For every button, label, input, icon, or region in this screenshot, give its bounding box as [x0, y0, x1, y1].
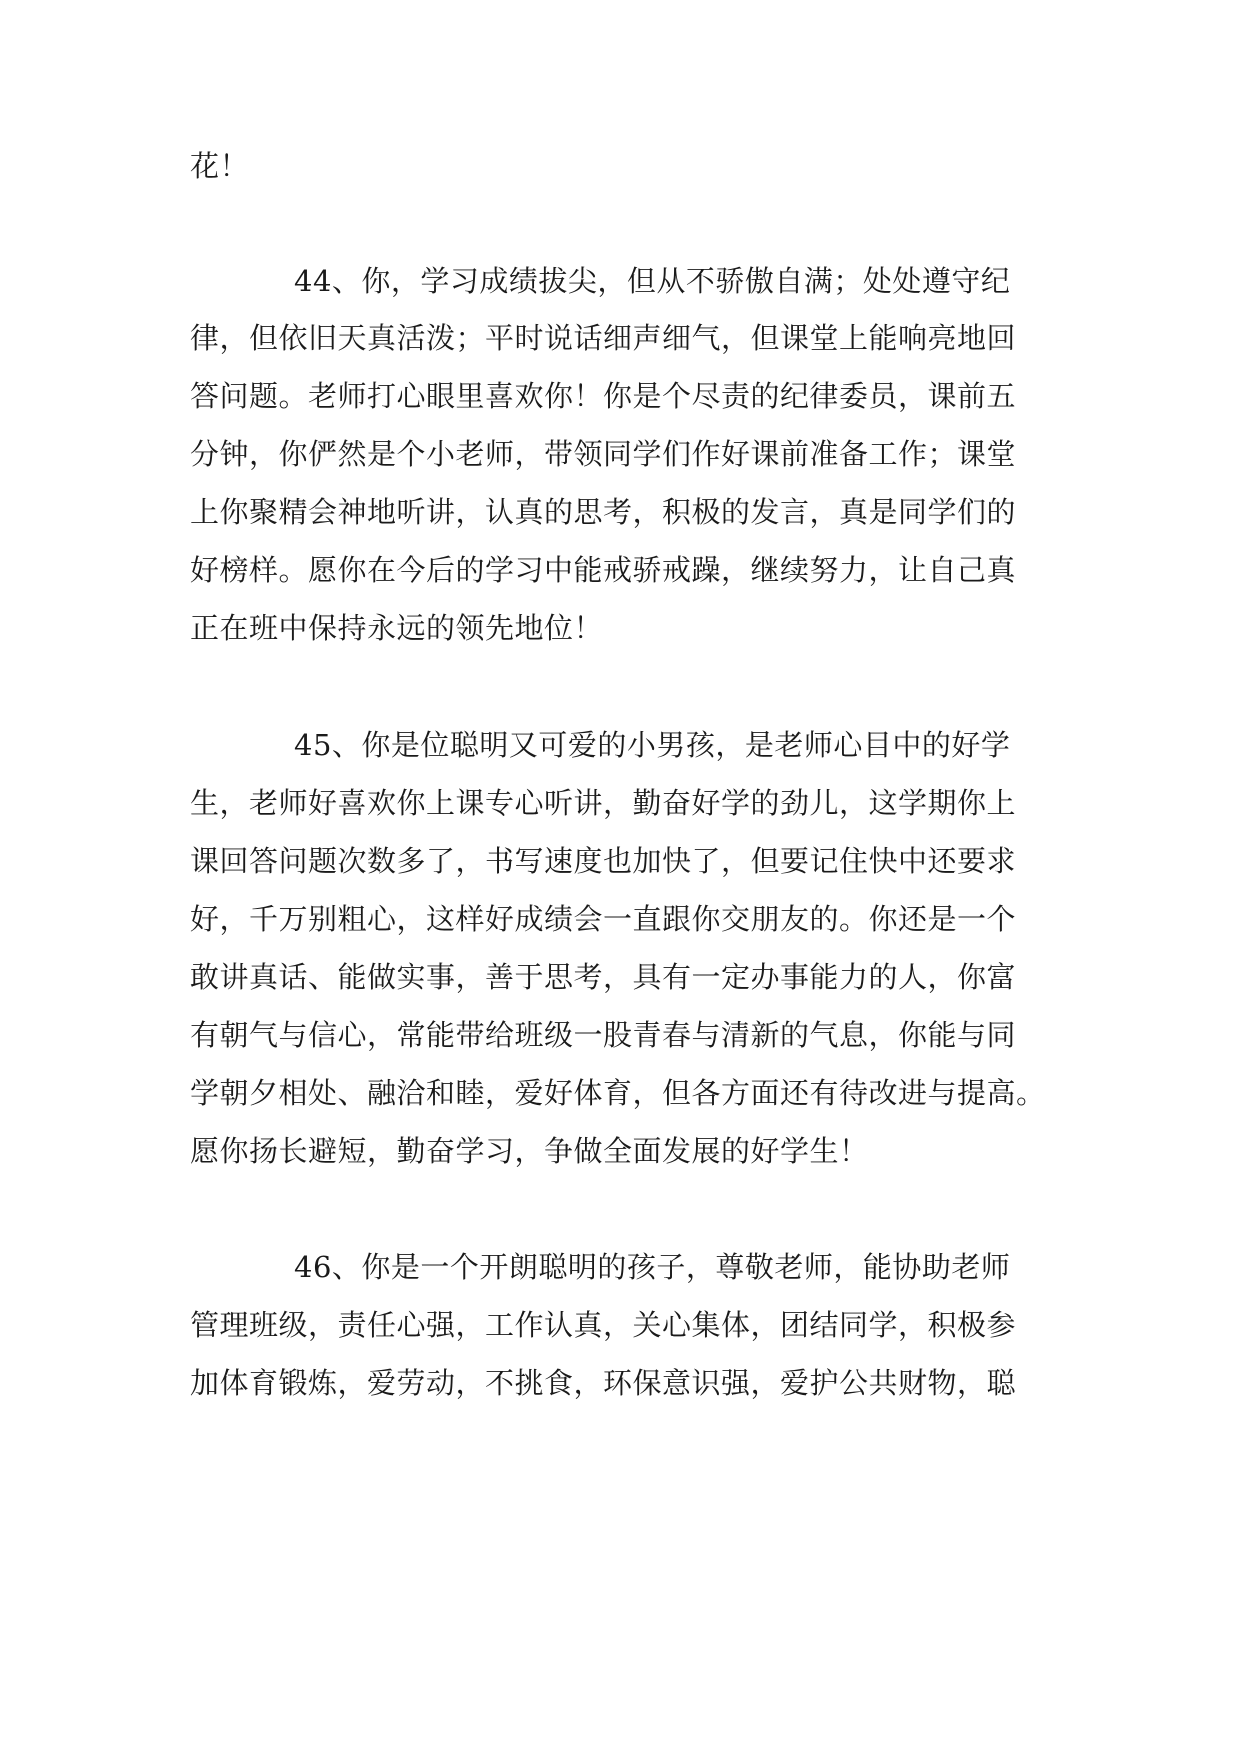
- paragraph-line: 加体育锻炼，爱劳动，不挑食，环保意识强，爱护公共财物，聪: [190, 1366, 1017, 1400]
- paragraph-line: 正在班中保持永远的领先地位！: [190, 611, 604, 645]
- paragraph-line: 好榜样。愿你在今后的学习中能戒骄戒躁，继续努力，让自己真: [190, 553, 1017, 587]
- paragraph-line: 课回答问题次数多了，书写速度也加快了，但要记住快中还要求: [190, 844, 1017, 878]
- paragraph-line: 管理班级，责任心强，工作认真，关心集体，团结同学，积极参: [190, 1308, 1017, 1342]
- paragraph-line: 46、你是一个开朗聪明的孩子，尊敬老师，能协助老师: [294, 1250, 1011, 1284]
- paragraph-line: 生，老师好喜欢你上课专心听讲，勤奋好学的劲儿，这学期你上: [190, 786, 1017, 820]
- paragraph-line: 答问题。老师打心眼里喜欢你！你是个尽责的纪律委员，课前五: [190, 379, 1017, 413]
- paragraph-line: 45、你是位聪明又可爱的小男孩，是老师心目中的好学: [294, 728, 1011, 762]
- paragraph-line: 上你聚精会神地听讲，认真的思考，积极的发言，真是同学们的: [190, 495, 1017, 529]
- paragraph-line: 有朝气与信心，常能带给班级一股青春与清新的气息，你能与同: [190, 1018, 1017, 1052]
- paragraph-fragment-line: 花！: [190, 149, 250, 183]
- paragraph-line: 分钟，你俨然是个小老师，带领同学们作好课前准备工作；课堂: [190, 437, 1017, 471]
- paragraph-line: 好，千万别粗心，这样好成绩会一直跟你交朋友的。你还是一个: [190, 902, 1017, 936]
- paragraph-line: 愿你扬长避短，勤奋学习，争做全面发展的好学生！: [190, 1134, 869, 1168]
- paragraph-line: 44、你，学习成绩拔尖，但从不骄傲自满；处处遵守纪: [294, 264, 1011, 298]
- paragraph-line: 学朝夕相处、融洽和睦，爱好体育，但各方面还有待改进与提高。: [190, 1076, 1046, 1110]
- paragraph-line: 律，但依旧天真活泼；平时说话细声细气，但课堂上能响亮地回: [190, 321, 1017, 355]
- paragraph-line: 敢讲真话、能做实事，善于思考，具有一定办事能力的人，你富: [190, 960, 1017, 994]
